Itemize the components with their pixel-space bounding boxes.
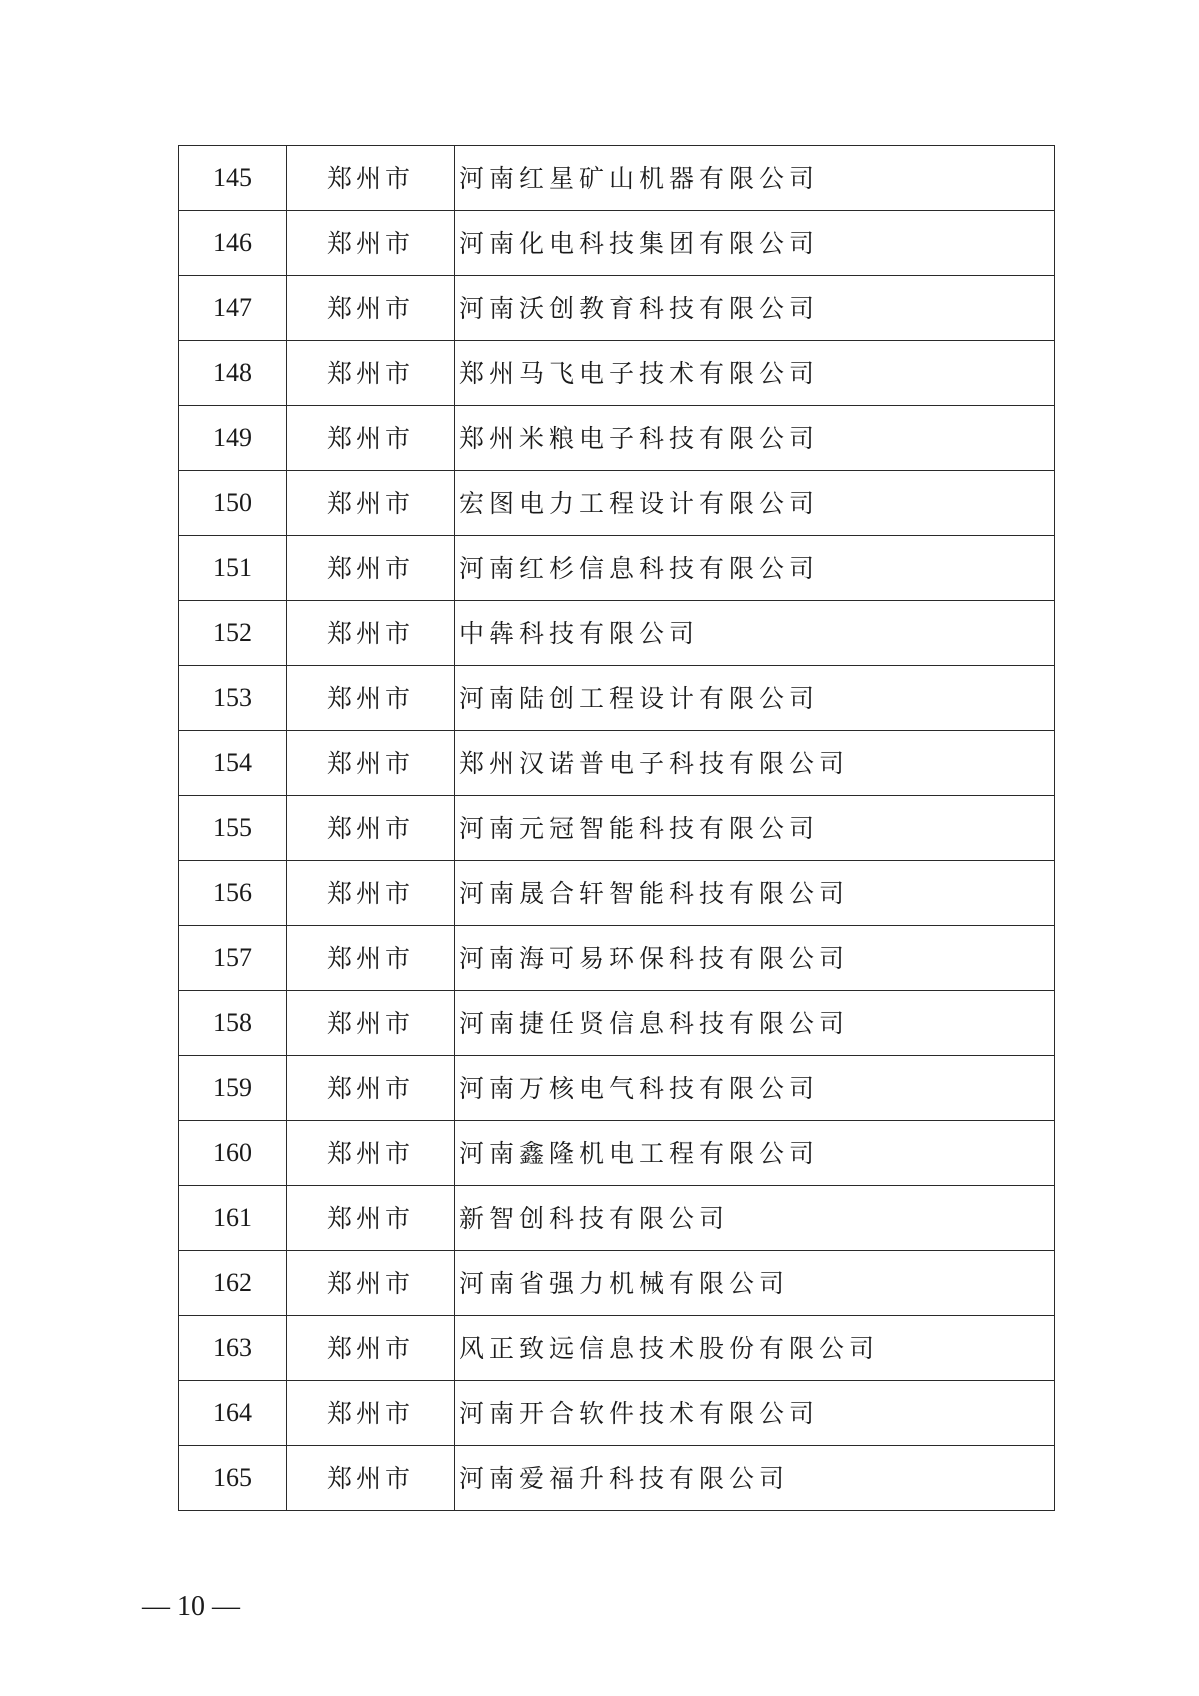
table-row [179, 406, 1055, 471]
row-city: 郑州市 [287, 471, 455, 536]
row-number: 158 [179, 991, 287, 1056]
row-number: 161 [179, 1186, 287, 1251]
row-company: 郑州汉诺普电子科技有限公司 [455, 731, 1055, 796]
row-company: 河南万核电气科技有限公司 [455, 1056, 1055, 1121]
row-number: 165 [179, 1446, 287, 1511]
table-row [179, 1446, 1055, 1511]
table-row [179, 146, 1055, 211]
row-city: 郑州市 [287, 991, 455, 1056]
row-number: 153 [179, 666, 287, 731]
row-city: 郑州市 [287, 666, 455, 731]
row-number: 157 [179, 926, 287, 991]
row-city: 郑州市 [287, 146, 455, 211]
row-number: 150 [179, 471, 287, 536]
row-company: 河南红杉信息科技有限公司 [455, 536, 1055, 601]
row-city: 郑州市 [287, 1056, 455, 1121]
row-company: 河南化电科技集团有限公司 [455, 211, 1055, 276]
row-city: 郑州市 [287, 276, 455, 341]
page-number: — 10 — [142, 1591, 240, 1622]
table-row [179, 211, 1055, 276]
row-number: 163 [179, 1316, 287, 1381]
row-company: 郑州马飞电子技术有限公司 [455, 341, 1055, 406]
table-row [179, 666, 1055, 731]
row-number: 151 [179, 536, 287, 601]
table-row [179, 731, 1055, 796]
row-city: 郑州市 [287, 1316, 455, 1381]
row-number: 148 [179, 341, 287, 406]
row-company: 风正致远信息技术股份有限公司 [455, 1316, 1055, 1381]
row-company: 河南陆创工程设计有限公司 [455, 666, 1055, 731]
table-row [179, 471, 1055, 536]
table-row [179, 601, 1055, 666]
row-company: 河南开合软件技术有限公司 [455, 1381, 1055, 1446]
table-row [179, 1316, 1055, 1381]
row-company: 河南省强力机械有限公司 [455, 1251, 1055, 1316]
row-company: 河南捷任贤信息科技有限公司 [455, 991, 1055, 1056]
row-company: 中犇科技有限公司 [455, 601, 1055, 666]
table-row [179, 1381, 1055, 1446]
row-number: 152 [179, 601, 287, 666]
row-company: 河南鑫隆机电工程有限公司 [455, 1121, 1055, 1186]
row-number: 146 [179, 211, 287, 276]
row-city: 郑州市 [287, 536, 455, 601]
table-row [179, 341, 1055, 406]
table-row [179, 1251, 1055, 1316]
row-city: 郑州市 [287, 796, 455, 861]
row-number: 154 [179, 731, 287, 796]
table-row [179, 276, 1055, 341]
table-row [179, 991, 1055, 1056]
row-company: 河南爱福升科技有限公司 [455, 1446, 1055, 1511]
row-city: 郑州市 [287, 1381, 455, 1446]
row-company: 郑州米粮电子科技有限公司 [455, 406, 1055, 471]
row-number: 145 [179, 146, 287, 211]
row-company: 河南元冠智能科技有限公司 [455, 796, 1055, 861]
company-list-table [178, 145, 1055, 1511]
row-number: 159 [179, 1056, 287, 1121]
row-number: 164 [179, 1381, 287, 1446]
table-row [179, 536, 1055, 601]
row-company: 宏图电力工程设计有限公司 [455, 471, 1055, 536]
table-row [179, 796, 1055, 861]
row-city: 郑州市 [287, 406, 455, 471]
row-city: 郑州市 [287, 1121, 455, 1186]
row-company: 河南沃创教育科技有限公司 [455, 276, 1055, 341]
row-city: 郑州市 [287, 341, 455, 406]
row-city: 郑州市 [287, 601, 455, 666]
row-number: 162 [179, 1251, 287, 1316]
row-city: 郑州市 [287, 731, 455, 796]
row-city: 郑州市 [287, 926, 455, 991]
row-number: 155 [179, 796, 287, 861]
table-row [179, 1121, 1055, 1186]
row-number: 147 [179, 276, 287, 341]
table-row [179, 1186, 1055, 1251]
table-row [179, 861, 1055, 926]
row-city: 郑州市 [287, 211, 455, 276]
table-row [179, 1056, 1055, 1121]
row-number: 149 [179, 406, 287, 471]
row-city: 郑州市 [287, 1251, 455, 1316]
row-city: 郑州市 [287, 1446, 455, 1511]
row-company: 新智创科技有限公司 [455, 1186, 1055, 1251]
row-city: 郑州市 [287, 861, 455, 926]
row-number: 156 [179, 861, 287, 926]
row-company: 河南晟合轩智能科技有限公司 [455, 861, 1055, 926]
row-number: 160 [179, 1121, 287, 1186]
row-company: 河南红星矿山机器有限公司 [455, 146, 1055, 211]
table-row [179, 926, 1055, 991]
row-company: 河南海可易环保科技有限公司 [455, 926, 1055, 991]
row-city: 郑州市 [287, 1186, 455, 1251]
